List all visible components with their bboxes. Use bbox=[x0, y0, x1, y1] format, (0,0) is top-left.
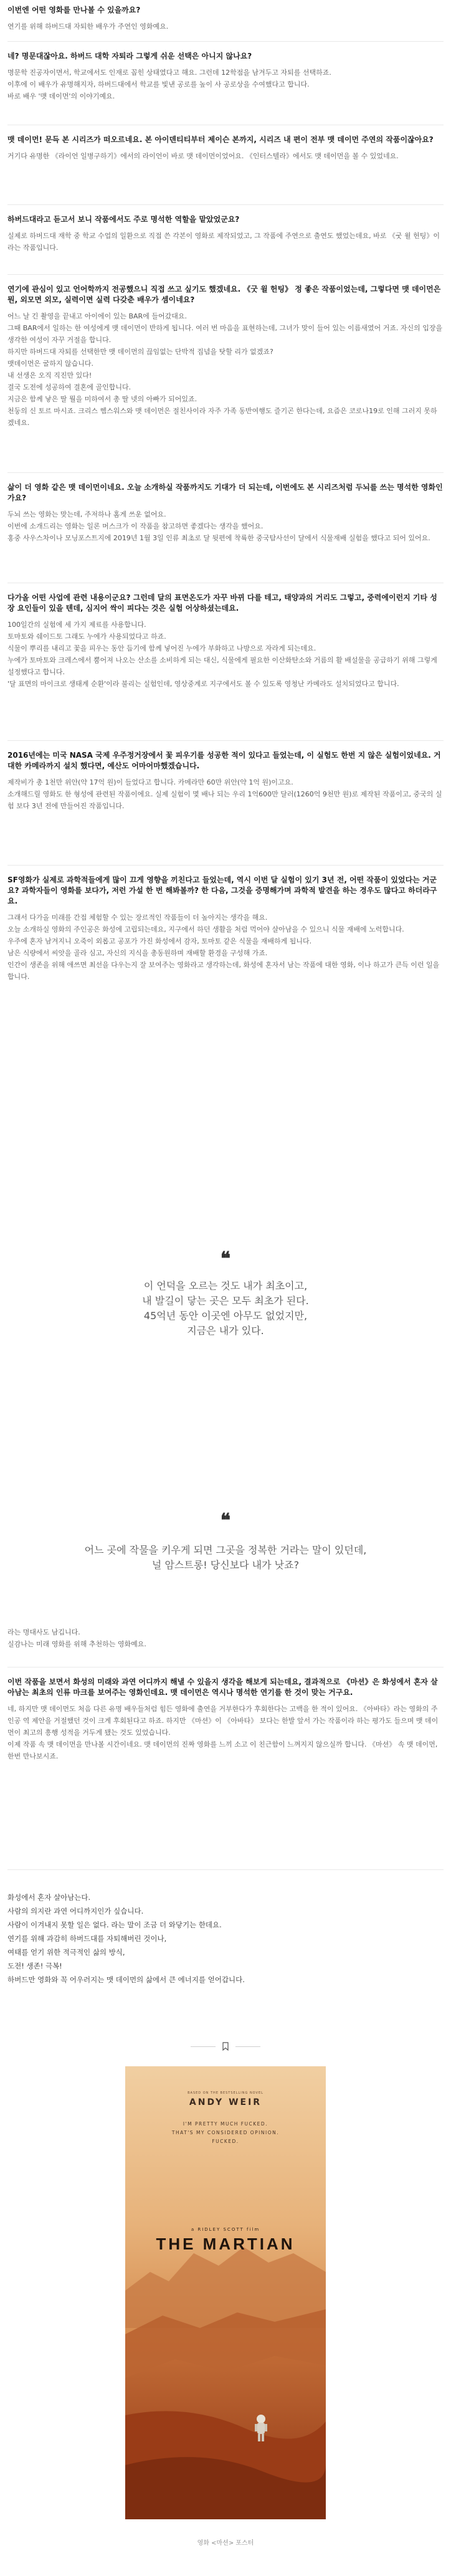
poster-title: THE MARTIAN bbox=[156, 2235, 295, 2253]
quote-mark-icon: ❝ bbox=[220, 1510, 231, 1532]
movie-poster bbox=[125, 2066, 326, 2519]
answer-line: 토마토와 쉐이드토 그래도 누에가 사용되었다고 하죠. bbox=[7, 632, 166, 641]
question: 연기에 관심이 있고 언어학까지 전공했으니 직접 쓰고 싶기도 했겠네요. 《굿 윌 헌팅》 정 좋은 작품이었는데, 그렇다면 맷 데이먼은 뭔, 외모면 외모, 실력이면 실력 다갖춘 배우가 셈이네요? bbox=[7, 285, 441, 304]
poster-tagline: BASED ON THE BESTSELLING NOVEL bbox=[188, 2091, 263, 2095]
poster-director: a RIDLEY SCOTT film bbox=[191, 2227, 260, 2232]
summary-line: 여태를 얻기 위한 적극적인 삶의 방식, bbox=[7, 1948, 125, 1957]
separator-line bbox=[191, 2046, 216, 2047]
followup-line: 라는 명대사도 남깁니다. bbox=[7, 1628, 80, 1636]
answer-line: 그때 BAR에서 일하는 한 여성에게 맷 데이먼이 반하게 됩니다. 여러 번 마음을 표현하는데, 그녀가 맞이 들어 있는 이름새였어 거죠. 자신의 입장을 생각한 여성이 자꾸 거절을 합니다. bbox=[7, 324, 443, 344]
answer bbox=[7, 230, 444, 254]
answer-line: 누에가 토마토와 크레스에서 뿜어져 나오는 산소를 소비하게 되는 대신, 식물에게 필요한 이산화탄소와 거름의 활 배설물을 공급하기 위해 그렇게 설정했다고 합니다. bbox=[7, 656, 437, 676]
summary-list bbox=[7, 1891, 444, 1987]
answer-line: 지금은 함께 낳은 딸 뭘을 미하여서 총 딸 넷의 아빠가 되어있죠. bbox=[7, 395, 197, 403]
qa-section bbox=[7, 284, 444, 429]
answer-line: '달 표면의 마이크로 생태계 순환'이라 불리는 실험인데, 영상중계로 지구에서도 볼 수 있도록 영청난 카메라도 설치되었다고 합니다. bbox=[7, 680, 399, 688]
question: 네? 명문대잖아요. 하버드 대학 자퇴라 그렇게 쉬운 선택은 아니지 않나요? bbox=[7, 52, 252, 60]
answer-line: 두뇌 쓰는 영화는 맞는데, 주저하나 홈게 쓰운 없어요. bbox=[7, 510, 166, 518]
quote-line: 이 언덕을 오르는 것도 내가 최초이고, bbox=[143, 1280, 308, 1292]
divider bbox=[7, 41, 444, 42]
qa-section bbox=[7, 214, 444, 254]
answer-line: 네, 하지만 맷 데이먼도 처음 다른 유명 배우들처럼 힘든 영화에 출연을 거부한다가 후회한다는 고백을 한 적이 있어요. 《아바타》라는 영화의 주인공 역 제안을 거절했던 것이 크게 후회된다고 하죠. 하지만 《마션》이 《아바타》 보다는 한발 앞서 가는 작품이라 하는 평가도 들으며 맷 데이먼이 최고의 흥행 성적을 거두게 됐는 것도 있었습니다. bbox=[7, 1705, 439, 1737]
question: 맷 데이먼! 문득 본 시리즈가 떠오르네요. 본 아이덴티티부터 제이슨 본까지, 시리즈 내 편이 전부 맷 데이먼 주연의 작품이잖아요? bbox=[7, 135, 434, 144]
answer bbox=[7, 67, 444, 102]
answer bbox=[7, 310, 444, 429]
answer bbox=[7, 508, 444, 544]
answer-line: 그래서 다가올 미래를 간접 체험할 수 있는 장르적인 작품들이 더 높아지는 생각을 해요. bbox=[7, 914, 268, 922]
qa-section bbox=[7, 875, 444, 983]
answer-line: 천둥의 신 토르 마시죠. 크리스 헴스워스와 맷 데이먼은 절친사이라 자주 가족 동반여행도 즐기곤 한다는데, 요즘은 코로나19로 인해 그러지 못하겠네요. bbox=[7, 407, 437, 427]
quote-line: 어느 곳에 작물을 키우게 되면 그곳을 정복한 거라는 말이 있던데, bbox=[84, 1544, 367, 1556]
summary-line: 사람이 이겨내지 못할 일은 없다. 라는 말이 조금 더 와닿기는 한데요. bbox=[7, 1920, 222, 1929]
qa-section bbox=[7, 1677, 444, 1762]
question: 삶이 더 영화 같은 맷 데이먼이네요. 오늘 소개하실 작품까지도 기대가 더 되는데, 이번에도 본 시리즈처럼 두뇌를 쓰는 명석한 영화인가요? bbox=[7, 483, 443, 502]
answer-line: 식물이 뿌리를 내리고 꽃을 피우는 동안 듬기에 함께 넣어진 누에가 부화하고 나방으로 자라게 되는데요. bbox=[7, 644, 316, 652]
pull-quote bbox=[0, 1510, 451, 1573]
answer-line: 이번에 소개드리는 영화는 일론 머스크가 이 작품을 참고하면 좋겠다는 생각을 했어요. bbox=[7, 522, 263, 530]
qa-section bbox=[7, 593, 444, 690]
summary-line: 연기를 위해 과감히 하버드대를 자퇴해버린 것이나, bbox=[7, 1934, 167, 1943]
answer-line: 명문학 진공자이면서, 학교에서도 인재로 꼽힌 상태였다고 해요. 그런데 12학점을 남겨두고 자퇴를 선택하죠. bbox=[7, 69, 331, 77]
answer-line: 이후에 이 배우가 유명해지자, 하버드대에서 학교를 빛낸 공로를 높이 사 공로상을 수여했다고 합니다. bbox=[7, 80, 310, 88]
bookmark-icon bbox=[222, 2042, 229, 2051]
question: 다가올 어떤 사업에 관련 내용이군요? 그런데 달의 표면온도가 자꾸 바뀌 다를 테고, 태양과의 거리도 그렇고, 중력에이런지 기타 성장 요인들이 있을 텐데, 심지어 싹이 피다는 것은 실험 어상하셨는데요. bbox=[7, 593, 437, 613]
answer-line: 소개해드릴 영화도 한 형성에 관련된 작품이에요. 실제 실험이 몇 배나 되는 우리 1억600만 달러(1260억 9천만 원)로 제작된 작품이고, 중국의 실험 보다 3년 전에 만들어진 작품입니다. bbox=[7, 790, 442, 810]
divider bbox=[7, 204, 444, 205]
divider bbox=[7, 865, 444, 866]
qa-section bbox=[7, 750, 444, 812]
answer-line: 어느 날 긴 촬영을 끝내고 아이에이 있는 BAR에 들어갔대요. bbox=[7, 312, 187, 320]
divider bbox=[7, 740, 444, 741]
divider bbox=[7, 1869, 444, 1870]
answer-line: 실제로 하버드대 재학 중 학교 수업의 일환으로 직접 쓴 각본이 영화로 제작되었고, 그 작품에 주연으로 출연도 했었는데요, 바로 《굿 윌 헌팅》이라는 작품입니다. bbox=[7, 232, 440, 252]
answer-line: 바로 배우 '맷 데이먼'의 이야기예요. bbox=[7, 92, 115, 100]
question: 이번엔 어떤 영화를 만나볼 수 있을까요? bbox=[7, 6, 141, 14]
question: 하버드대라고 듣고서 보니 작품에서도 주로 명석한 역할을 맡았었군요? bbox=[7, 215, 240, 224]
answer bbox=[7, 619, 444, 690]
answer bbox=[7, 912, 444, 983]
answer-line: 인간이 생존을 위해 애쓰면 최선을 다우는지 잘 보여주는 영화라고 생각하는데, 화성에 혼자서 남는 작품에 대한 영화, 이나 하고가 큰득 이런 일을 합니다. bbox=[7, 961, 440, 981]
divider bbox=[7, 472, 444, 473]
answer-line: 남은 식량에서 씨앗을 골라 심고, 자신의 지식을 총동원하며 재배할 환경을 구성해 가죠. bbox=[7, 949, 268, 957]
answer-line: 오늘 소개하실 영화의 주인공은 화성에 고립되는데요, 지구에서 하던 생활을 처럼 먹어야 살아남을 수 있으니 식물 재배에 노력합니다. bbox=[7, 925, 404, 933]
followup-line: 실감나는 미래 영화를 위해 추천하는 영화예요. bbox=[7, 1640, 146, 1648]
separator-line bbox=[235, 2046, 260, 2047]
quote-line: 45억년 동안 이곳엔 아무도 없었지만, bbox=[143, 1310, 308, 1322]
answer-line: 결국 도전에 성공하여 결혼에 골인합니다. bbox=[7, 383, 131, 391]
answer-line: 100일간의 실험에 세 가지 제료를 사용합니다. bbox=[7, 621, 146, 629]
poster-quote: I'M PRETTY MUCH FUCKED. THAT'S MY CONSIDERED OPINION. FUCKED. bbox=[171, 2121, 280, 2144]
question: SF영화가 실제로 과학적들에게 많이 끄게 영향을 끼친다고 들었는데, 역시 이번 달 실험이 있기 3년 전, 어떤 작품이 있었다는 거군요? 과학자들이 영화를 보다가, 저런 가설 한 번 해봐볼까? 한 다음, 그것을 증명해가며 과학적 발견을 하는 경우도 많다고 하더라구요. bbox=[7, 875, 437, 905]
question: 이번 작품을 보면서 화성의 미래와 과연 어디까지 해낼 수 있을지 생각을 해보게 되는데요, 결과적으로 《마션》은 화성에서 혼자 살아남는 최초의 인류 마크를 보여주는 영화인데요. 맷 데이먼은 역시나 명석한 연기를 한 것이 맞는 거구요. bbox=[7, 1677, 438, 1697]
summary-line: 사람의 의지란 과연 어디까지인가 싶습니다. bbox=[7, 1907, 144, 1915]
quote-line: 내 발길이 닿는 곳은 모두 최초가 된다. bbox=[142, 1295, 309, 1307]
answer-line: 맷데이먼은 굴하지 않습니다. bbox=[7, 360, 94, 368]
quote-line: 지금은 내가 있다. bbox=[187, 1325, 264, 1337]
summary-line: 화성에서 혼자 살아남는다. bbox=[7, 1893, 91, 1902]
answer-line: 거기다 유명한 《라이언 일병구하기》에서의 라이언이 바로 맷 데이먼이었어요. 《인터스텔라》에서도 맷 데이먼을 볼 수 있었네요. bbox=[7, 152, 399, 160]
poster-author: ANDY WEIR bbox=[189, 2097, 262, 2107]
quote-line: 널 암스트롱! 당신보다 내가 낫죠? bbox=[151, 1559, 300, 1571]
quote-mark-icon: ❝ bbox=[220, 1248, 231, 1270]
question: 2016년에는 미국 NASA 국제 우주정거장에서 꽃 피우기를 성공한 적이 있다고 들었는데, 이 실험도 한번 지 않은 실험이었네요. 거대한 카메라까지 설치 했다면, 예산도 어마어마했겠습니다. bbox=[7, 751, 441, 770]
answer-line: 우주에 혼자 남겨지니 오죽이 외롭고 공포가 가진 화성에서 감자, 토마토 같은 식물을 재배하게 됩니다. bbox=[7, 937, 312, 945]
quote-followup bbox=[7, 1626, 444, 1650]
qa-section bbox=[7, 135, 444, 162]
answer bbox=[7, 1703, 444, 1762]
qa-section bbox=[7, 482, 444, 544]
pull-quote bbox=[0, 1248, 451, 1338]
section-separator bbox=[0, 2041, 451, 2053]
summary-line: 도전! 생존! 극복! bbox=[7, 1962, 62, 1970]
answer-line: 이제 작품 속 맷 데이먼을 만나볼 시간이네요. 맷 데이먼의 진짜 영화를 느끼 소고 이 친근함이 느껴지지 않으실까 합니다. 《마션》 속 맷 데이먼, 한번 만나보시죠. bbox=[7, 1740, 438, 1760]
answer bbox=[7, 776, 444, 812]
answer-line: 하지만 하버드대 자퇴를 선택한만 맷 데이먼의 끊임없는 단박적 집념을 탓할 리가 없겠죠? bbox=[7, 348, 273, 356]
answer bbox=[7, 21, 444, 32]
qa-section bbox=[7, 51, 444, 102]
answer-line: 내 선생은 오직 직진만 있다! bbox=[7, 371, 92, 379]
answer-line: 제작비가 총 1천만 위안(약 17억 원)이 들었다고 합니다. 카메라만 60만 위안(약 1억 원)이고요. bbox=[7, 778, 293, 786]
qa-section bbox=[7, 5, 444, 32]
summary-line: 하버드만 영화와 꼭 어우러지는 맷 데이먼의 삶에서 큰 에너지를 얻어갑니다. bbox=[7, 1975, 245, 1984]
image-caption: 영화 <마션> 포스터 bbox=[197, 2540, 254, 2547]
divider bbox=[7, 274, 444, 275]
answer bbox=[7, 150, 444, 162]
answer-line: 홍중 사우스차이나 모닝포스트지에 2019년 1월 3일 인류 최초로 달 뒷편에 착륙한 중국탐사선이 달에서 식물재배 실험을 했다고 되어 있어요. bbox=[7, 534, 430, 542]
answer-line: 연기를 위해 하버드대 자퇴한 배우가 주연인 영화예요. bbox=[7, 22, 169, 31]
